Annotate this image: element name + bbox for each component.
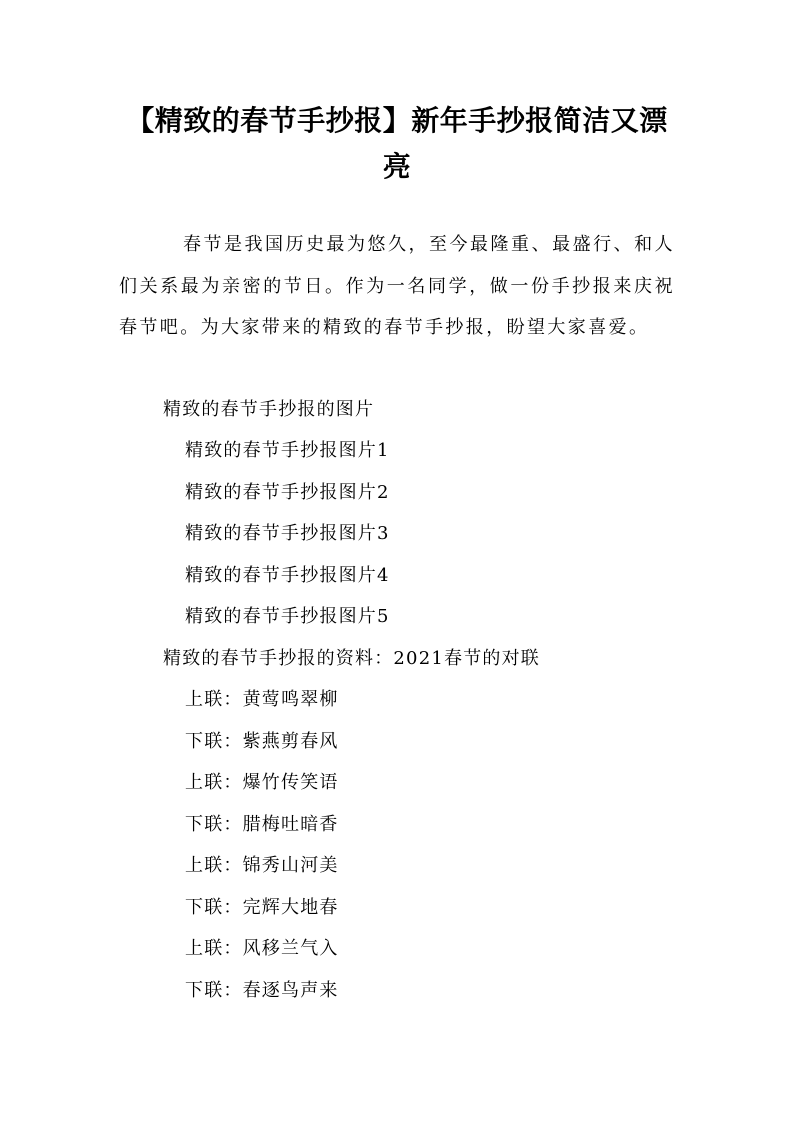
- section-heading-couplets: 精致的春节手抄报的资料：2021春节的对联: [163, 648, 541, 669]
- couplet-line: 上联：爆竹传笑语: [185, 772, 339, 793]
- image-item: 精致的春节手抄报图片4: [185, 565, 390, 586]
- intro-paragraph: 春节是我国历史最为悠久，至今最隆重、最盛行、和人们关系最为亲密的节日。作为一名同学，做一份手抄报来庆祝春节吧。为大家带来的精致的春节手抄报，盼望大家喜爱。: [119, 234, 675, 338]
- section-heading-images: 精致的春节手抄报的图片: [163, 399, 375, 420]
- couplet-line: 下联：腊梅吐暗香: [185, 814, 339, 835]
- image-item: 精致的春节手抄报图片3: [185, 523, 390, 544]
- couplet-line: 下联：完辉大地春: [185, 897, 339, 918]
- document-title: [110, 98, 684, 190]
- image-item: 精致的春节手抄报图片2: [185, 482, 390, 503]
- title-line-2: 亮: [382, 150, 412, 183]
- couplet-line: 下联：紫燕剪春风: [185, 731, 339, 752]
- image-item: 精致的春节手抄报图片1: [185, 440, 390, 461]
- couplet-line: 下联：春逐鸟声来: [185, 980, 339, 1001]
- couplet-line: 上联：风移兰气入: [185, 938, 339, 959]
- couplet-line: 上联：黄莺鸣翠柳: [185, 689, 339, 710]
- couplet-line: 上联：锦秀山河美: [185, 855, 339, 876]
- title-line-1: 【精致的春节手抄报】新年手抄报简洁又漂: [126, 104, 668, 137]
- image-item: 精致的春节手抄报图片5: [185, 606, 390, 627]
